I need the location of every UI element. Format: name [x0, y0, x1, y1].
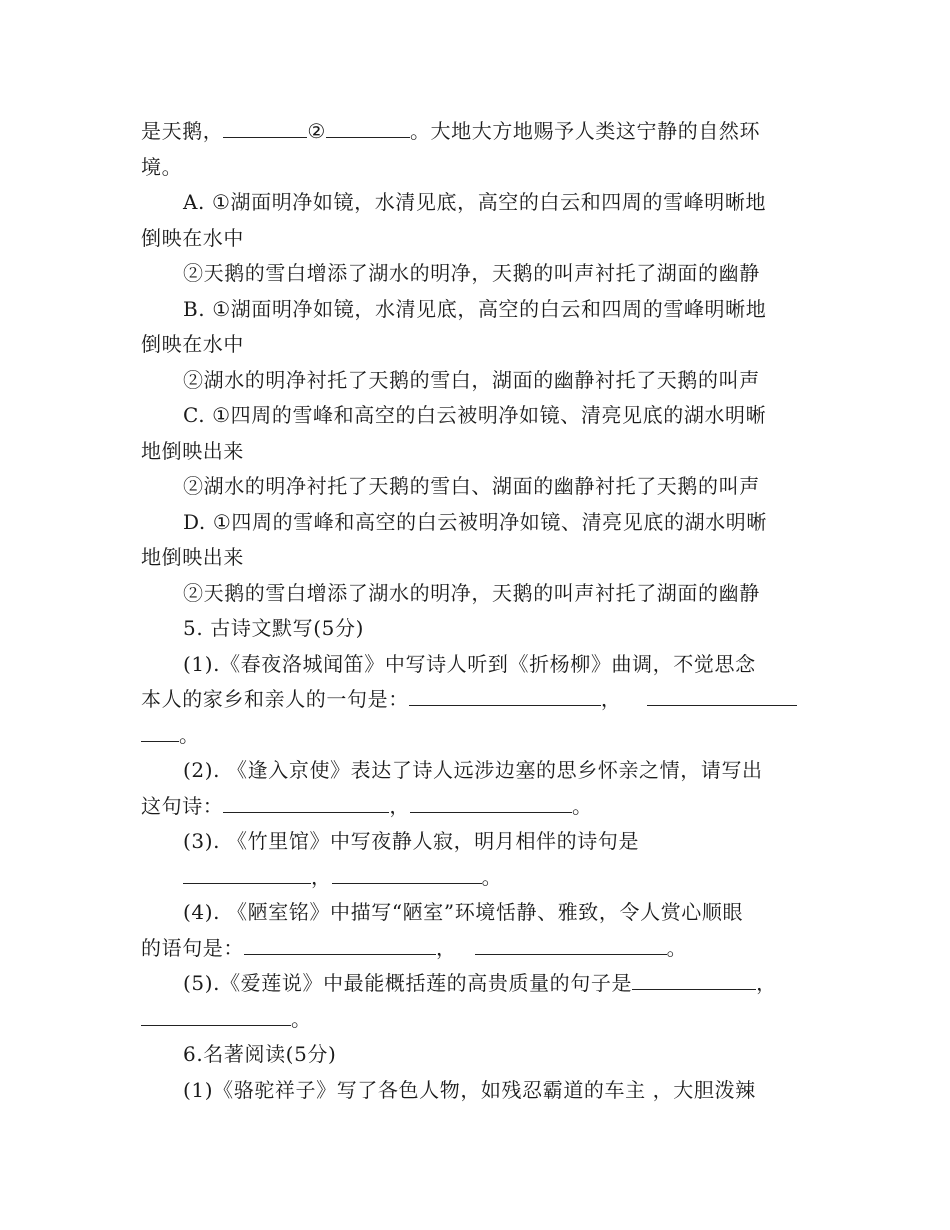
answer-blank[interactable]	[647, 687, 797, 706]
text-segment: 。大地大方地赐予人类这宁静的自然环	[409, 119, 761, 143]
option-label: D.	[183, 509, 213, 534]
text-segment: ，	[436, 935, 457, 960]
text-segment: 是天鹅，	[141, 119, 224, 143]
question4-tail-line1	[141, 114, 821, 150]
option-text: ①湖面明净如镜，水清见底，高空的白云和四周的雪峰明晰地	[212, 296, 767, 321]
question5-item2-line2	[141, 789, 821, 825]
option-a-line2: 倒映在水中	[141, 225, 244, 250]
option-c-part2: ②湖水的明净衬托了天鹅的雪白、湖面的幽静衬托了天鹅的叫声	[183, 474, 760, 498]
option-text: ①四周的雪峰和高空的白云被明净如镜、清亮见底的湖水明晰	[212, 403, 767, 427]
answer-blank[interactable]	[141, 723, 179, 742]
question5-title: 5. 古诗文默写(5分)	[183, 616, 364, 640]
question5-item5-line1	[141, 966, 821, 1002]
question5-item1-line1: (1).《春夜洛城闻笛》中写诗人听到《折杨柳》曲调，不觉思念	[183, 651, 756, 676]
question5-item1-line3	[141, 718, 821, 754]
option-b-part2: ②湖水的明净衬托了天鹅的雪白，湖面的幽静衬托了天鹅的叫声	[183, 367, 760, 392]
question5-item1-line2	[141, 682, 821, 718]
answer-blank[interactable]	[326, 119, 410, 138]
option-text: ①四周的雪峰和高空的白云被明净如镜、清亮见底的湖水明晰	[212, 509, 767, 534]
answer-blank[interactable]	[332, 865, 482, 884]
question5-item4-line1: (4). 《陋室铭》中描写“陋室”环境恬静、雅致，令人赏心顺眼	[183, 900, 744, 924]
answer-blank[interactable]	[409, 687, 601, 706]
option-a-line1[interactable]	[141, 185, 821, 221]
answer-blank[interactable]	[475, 936, 667, 955]
text-segment: ，	[311, 864, 332, 889]
option-c-line1[interactable]	[141, 398, 821, 434]
text-segment: (5).《爱莲说》中最能概括莲的高贵质量的句子是	[183, 971, 633, 995]
answer-blank[interactable]	[410, 794, 572, 813]
answer-blank[interactable]	[223, 119, 307, 138]
option-label: B.	[183, 296, 213, 321]
answer-blank[interactable]	[223, 794, 389, 813]
option-c-line2: 地倒映出来	[141, 438, 244, 463]
option-d-part2: ②天鹅的雪白增添了湖水的明净，天鹅的叫声衬托了湖面的幽静	[183, 580, 760, 605]
option-d-line2: 地倒映出来	[141, 545, 244, 569]
text-segment: 这句诗：	[141, 793, 224, 818]
option-b-line2: 倒映在水中	[141, 332, 244, 356]
text-segment: 。	[572, 793, 593, 818]
answer-blank[interactable]	[632, 971, 756, 990]
answer-blank[interactable]	[141, 1007, 291, 1026]
text-segment: 。	[666, 935, 688, 960]
question5-item4-line2	[141, 931, 821, 967]
option-b-line1[interactable]	[141, 292, 821, 328]
answer-blank[interactable]	[183, 865, 311, 884]
document-body	[141, 114, 821, 1108]
blank-marker: ②	[307, 119, 326, 143]
option-text: ①湖面明净如镜，水清见底，高空的白云和四周的雪峰明晰地	[211, 190, 767, 214]
question5-item3-line1: (3). 《竹里馆》中写夜静人寂，明月相伴的诗句是	[183, 829, 640, 853]
question6-title: 6.名著阅读(5分)	[183, 1042, 337, 1066]
text-segment: 。	[179, 722, 200, 747]
option-a-part2: ②天鹅的雪白增添了湖水的明净，天鹅的叫声衬托了湖面的幽静	[183, 261, 760, 285]
text-segment: 本人的家乡和亲人的一句是：	[141, 687, 409, 711]
text-segment: 的语句是：	[141, 935, 244, 960]
text-segment: 。	[291, 1006, 312, 1031]
answer-blank[interactable]	[244, 936, 436, 955]
question5-item3-line2	[141, 860, 821, 896]
text-segment: ，	[600, 687, 622, 711]
question5-item2-line1: (2). 《逢入京使》表达了诗人远涉边塞的思乡怀亲之情，请写出	[183, 758, 763, 782]
text-segment: 。	[481, 864, 503, 889]
question6-item1-line1: (1)《骆驼祥子》写了各色人物，如残忍霸道的车主 ，大胆泼辣	[183, 1077, 756, 1102]
question4-tail-line2: 境。	[141, 154, 183, 179]
option-label: C.	[183, 403, 213, 427]
text-segment: ，	[389, 793, 411, 818]
option-label: A.	[183, 190, 212, 214]
question5-item5-line2	[141, 1002, 821, 1038]
option-d-line1[interactable]	[141, 505, 821, 541]
text-segment: ，	[756, 971, 777, 995]
